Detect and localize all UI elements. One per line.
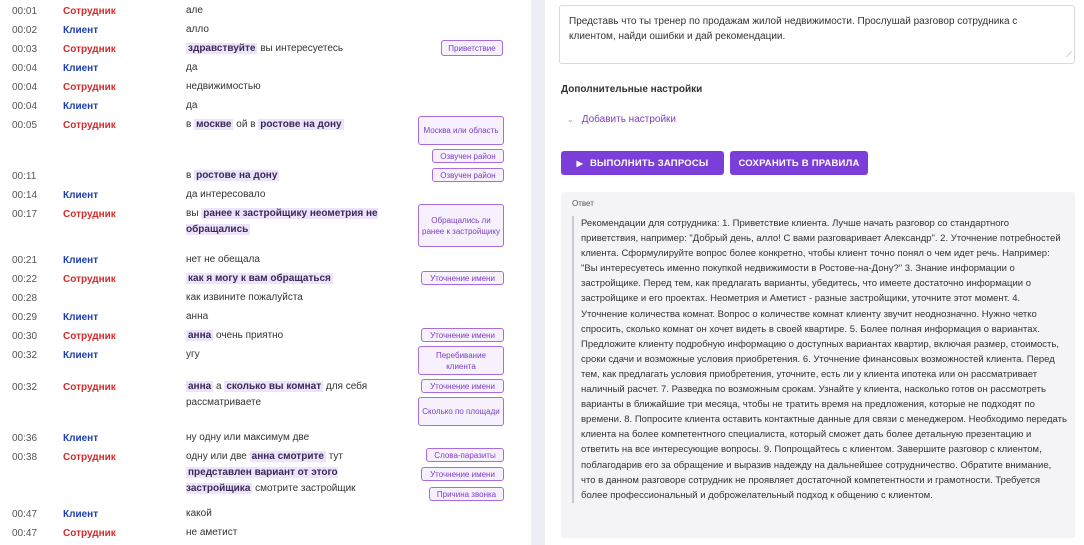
speaker-label: Сотрудник	[63, 331, 116, 342]
run-queries-label: ВЫПОЛНИТЬ ЗАПРОСЫ	[589, 157, 709, 169]
rule-tag[interactable]: Озвучен район	[432, 168, 504, 182]
utterance-text	[186, 22, 396, 38]
highlighted-phrase: здравствуйте	[188, 43, 256, 54]
panel-divider	[531, 0, 545, 545]
speaker-label: Клиент	[63, 25, 99, 36]
speaker-label: Сотрудник	[63, 209, 116, 220]
timestamp: 00:11	[12, 171, 37, 182]
plain-phrase: да	[186, 100, 198, 111]
speaker-label: Клиент	[63, 190, 99, 201]
highlighted-phrase: москве	[196, 119, 232, 130]
timestamp: 00:30	[12, 331, 38, 342]
settings-panel	[545, 0, 1084, 545]
speaker-label: Клиент	[63, 101, 99, 112]
plain-phrase: недвижимостью	[186, 81, 261, 92]
plain-phrase: не аметист	[186, 527, 238, 538]
speaker-label: Клиент	[63, 63, 99, 74]
utterance-text	[186, 60, 396, 76]
plain-phrase: какой	[186, 508, 212, 519]
rule-tag[interactable]: Москва или область	[418, 116, 504, 145]
timestamp: 00:14	[12, 190, 38, 201]
extra-settings-title: Дополнительные настройки	[561, 84, 703, 95]
utterance-text	[186, 379, 396, 411]
answer-box	[561, 192, 1075, 538]
timestamp: 00:01	[12, 6, 38, 17]
plain-phrase: да	[186, 62, 198, 73]
timestamp: 00:32	[12, 382, 38, 393]
timestamp: 00:32	[12, 350, 38, 361]
speaker-label: Сотрудник	[63, 120, 116, 131]
resize-handle-icon[interactable]: ⟋	[1066, 50, 1072, 59]
utterance-text	[186, 506, 396, 522]
rule-tag[interactable]: Уточнение имени	[421, 379, 504, 393]
rule-tag[interactable]: Обращались ли ранее к застройщику	[418, 204, 504, 247]
timestamp: 00:02	[12, 25, 38, 36]
timestamp: 00:21	[12, 255, 38, 266]
speaker-label: Клиент	[63, 350, 99, 361]
prompt-textarea[interactable]	[559, 5, 1075, 64]
speaker-label: Клиент	[63, 509, 99, 520]
rule-tag[interactable]: Причина звонка	[429, 487, 504, 501]
timestamp: 00:04	[12, 101, 38, 112]
timestamp: 00:17	[12, 209, 38, 220]
plain-phrase: алло	[186, 24, 209, 35]
highlighted-phrase: как я могу к вам обращаться	[188, 273, 331, 284]
add-settings-label: Добавить настройки	[581, 114, 677, 125]
plain-phrase: вы	[186, 208, 202, 219]
utterance-text	[186, 449, 396, 497]
highlighted-phrase: анна смотрите	[251, 451, 324, 462]
plain-phrase: але	[186, 5, 203, 16]
utterance-text	[186, 328, 396, 344]
save-to-rules-button[interactable]	[730, 151, 868, 175]
utterance-text	[186, 206, 396, 238]
speaker-label: Сотрудник	[63, 82, 116, 93]
utterance-text	[186, 525, 396, 541]
add-settings-toggle[interactable]	[567, 114, 676, 125]
utterance-text	[186, 252, 396, 268]
speaker-label: Сотрудник	[63, 382, 116, 393]
plain-phrase: смотрите застройщик	[252, 483, 356, 494]
plain-phrase: тут	[325, 451, 343, 462]
timestamp: 00:47	[12, 509, 38, 520]
highlighted-phrase: анна	[188, 330, 212, 341]
utterance-text	[186, 271, 396, 287]
utterance-text	[186, 3, 396, 19]
utterance-text	[186, 430, 396, 446]
highlighted-phrase: представлен вариант от этого застройщика	[186, 467, 338, 494]
speaker-label: Сотрудник	[63, 274, 116, 285]
plain-phrase: ну одну или максимум две	[186, 432, 310, 443]
plain-phrase: да интересовало	[186, 189, 266, 200]
plain-phrase: угу	[186, 349, 200, 360]
transcript-panel	[0, 0, 531, 545]
utterance-text	[186, 117, 396, 133]
rule-tag[interactable]: Сколько по площади	[418, 397, 504, 426]
timestamp: 00:29	[12, 312, 38, 323]
highlighted-phrase: ранее к застройщику неометрия не обращались	[186, 208, 378, 235]
timestamp: 00:04	[12, 63, 38, 74]
run-queries-button[interactable]	[561, 151, 724, 175]
save-to-rules-label: СОХРАНИТЬ В ПРАВИЛА	[738, 157, 860, 169]
rule-tag[interactable]: Уточнение имени	[421, 328, 504, 342]
plain-phrase: анна	[186, 311, 209, 322]
utterance-text	[186, 309, 396, 325]
timestamp: 00:38	[12, 452, 38, 463]
timestamp: 00:36	[12, 433, 38, 444]
utterance-text	[186, 290, 396, 306]
plain-phrase: в	[186, 119, 195, 130]
rule-tag[interactable]: Озвучен район	[432, 149, 504, 163]
prompt-text: Представь что ты тренер по продажам жилой недвижимости. Прослушай разговор сотрудника с клиентом, найди ошибки и дай рекомендации.	[569, 16, 1018, 42]
highlighted-phrase: ростове на дону	[260, 119, 342, 130]
plain-phrase: нет не обещала	[186, 254, 260, 265]
speaker-label: Сотрудник	[63, 44, 116, 55]
utterance-text	[186, 347, 396, 363]
plain-phrase: в	[186, 170, 195, 181]
rule-tag[interactable]: Уточнение имени	[421, 271, 504, 285]
timestamp: 00:28	[12, 293, 38, 304]
speaker-label: Сотрудник	[63, 452, 116, 463]
highlighted-phrase: сколько вы комнат	[226, 381, 322, 392]
timestamp: 00:47	[12, 528, 38, 539]
timestamp: 00:22	[12, 274, 38, 285]
utterance-text	[186, 79, 396, 95]
highlighted-phrase: ростове на дону	[196, 170, 278, 181]
answer-text: Рекомендации для сотрудника: 1. Приветствие клиента. Лучше начать разговор со стандартного приветствия, например: "Добрый день, алло! С вами разговаривает Александр". 2. Уточнение потребностей клиента. Сформулируйте вопрос более конкретно, чтобы клиент точно понял о чем идет речь. Например: "Вы интересуетесь именно покупкой недвижимости в Ростове-на-Дону?" 3. Знание информации о застройщике. Перед тем, как предлагать варианты, убедитесь, что имеете достаточно информации о застройщике и его проектах. Неометрия и Аметист - разные застройщики, уточните этот момент. 4. Уточнение количества комнат. Вопрос о количестве комнат клиенту звучит неоднозначно. Нужно четко спросить, сколько комнат он хочет видеть в своей квартире. 5. Более полная информация о вариантах. Предложите клиенту подробную информацию о доступных вариантах квартир, включая размер, стоимость, сроки сдачи и возможные условия приобретения. 6. Уточнение финансовых возможностей клиента. Перед тем, как предлагать условия приобретения, уточните, есть ли у клиента ипотека или он рассматривает наличный расчет. 7. Разведка по возможным срокам. Узнайте у клиента, насколько готов он рассмотреть варианты в ближайшие три месяца, чтобы не тратить время на предложения, которые не подходят по времени. 8. Попросите клиента оставить контактные данные для связи с менеджером. Необходимо передать клиента на более компетентного специалиста, который сможет дать более детальную презентацию и ответить на все интересующие вопросы. 9. Попрощайтесь с клиентом. Завершите разговор с клиентом, поблагодарив его за обращение и выразив надежду на дальнейшее сотрудничество. Обратите внимание, что в данном разговоре сотрудник не проявляет достаточной компетентности и грамотности. Требуется более профессиональный и доброжелательный подход к общению с клиентом.	[572, 216, 1067, 503]
rule-tag[interactable]: Слова-паразиты	[426, 448, 504, 462]
rule-tag[interactable]: Перебивание клиента	[418, 346, 504, 375]
plain-phrase: а	[213, 381, 225, 392]
speaker-label: Сотрудник	[63, 528, 116, 539]
utterance-text	[186, 98, 396, 114]
timestamp: 00:05	[12, 120, 38, 131]
speaker-label: Клиент	[63, 312, 99, 323]
plain-phrase: как извините пожалуйста	[186, 292, 303, 303]
plain-phrase: вы интересуетесь	[257, 43, 344, 54]
plain-phrase: очень приятно	[213, 330, 284, 341]
highlighted-phrase: анна	[188, 381, 212, 392]
answer-label: Ответ	[572, 199, 594, 208]
speaker-label: Клиент	[63, 255, 99, 266]
utterance-text	[186, 41, 396, 57]
utterance-text	[186, 168, 396, 184]
timestamp: 00:04	[12, 82, 38, 93]
speaker-label: Сотрудник	[63, 6, 116, 17]
utterance-text	[186, 187, 396, 203]
play-icon: ▶	[576, 158, 583, 168]
rule-tag[interactable]: Уточнение имени	[421, 467, 504, 481]
plain-phrase: одну или две	[186, 451, 250, 462]
plain-phrase: ой в	[233, 119, 259, 130]
speaker-label: Клиент	[63, 433, 99, 444]
rule-tag[interactable]: Приветствие	[441, 40, 503, 56]
plain-phrase: для себя рассматриваете	[186, 381, 368, 408]
timestamp: 00:03	[12, 44, 38, 55]
chevron-down-icon: ⌄	[567, 115, 574, 124]
